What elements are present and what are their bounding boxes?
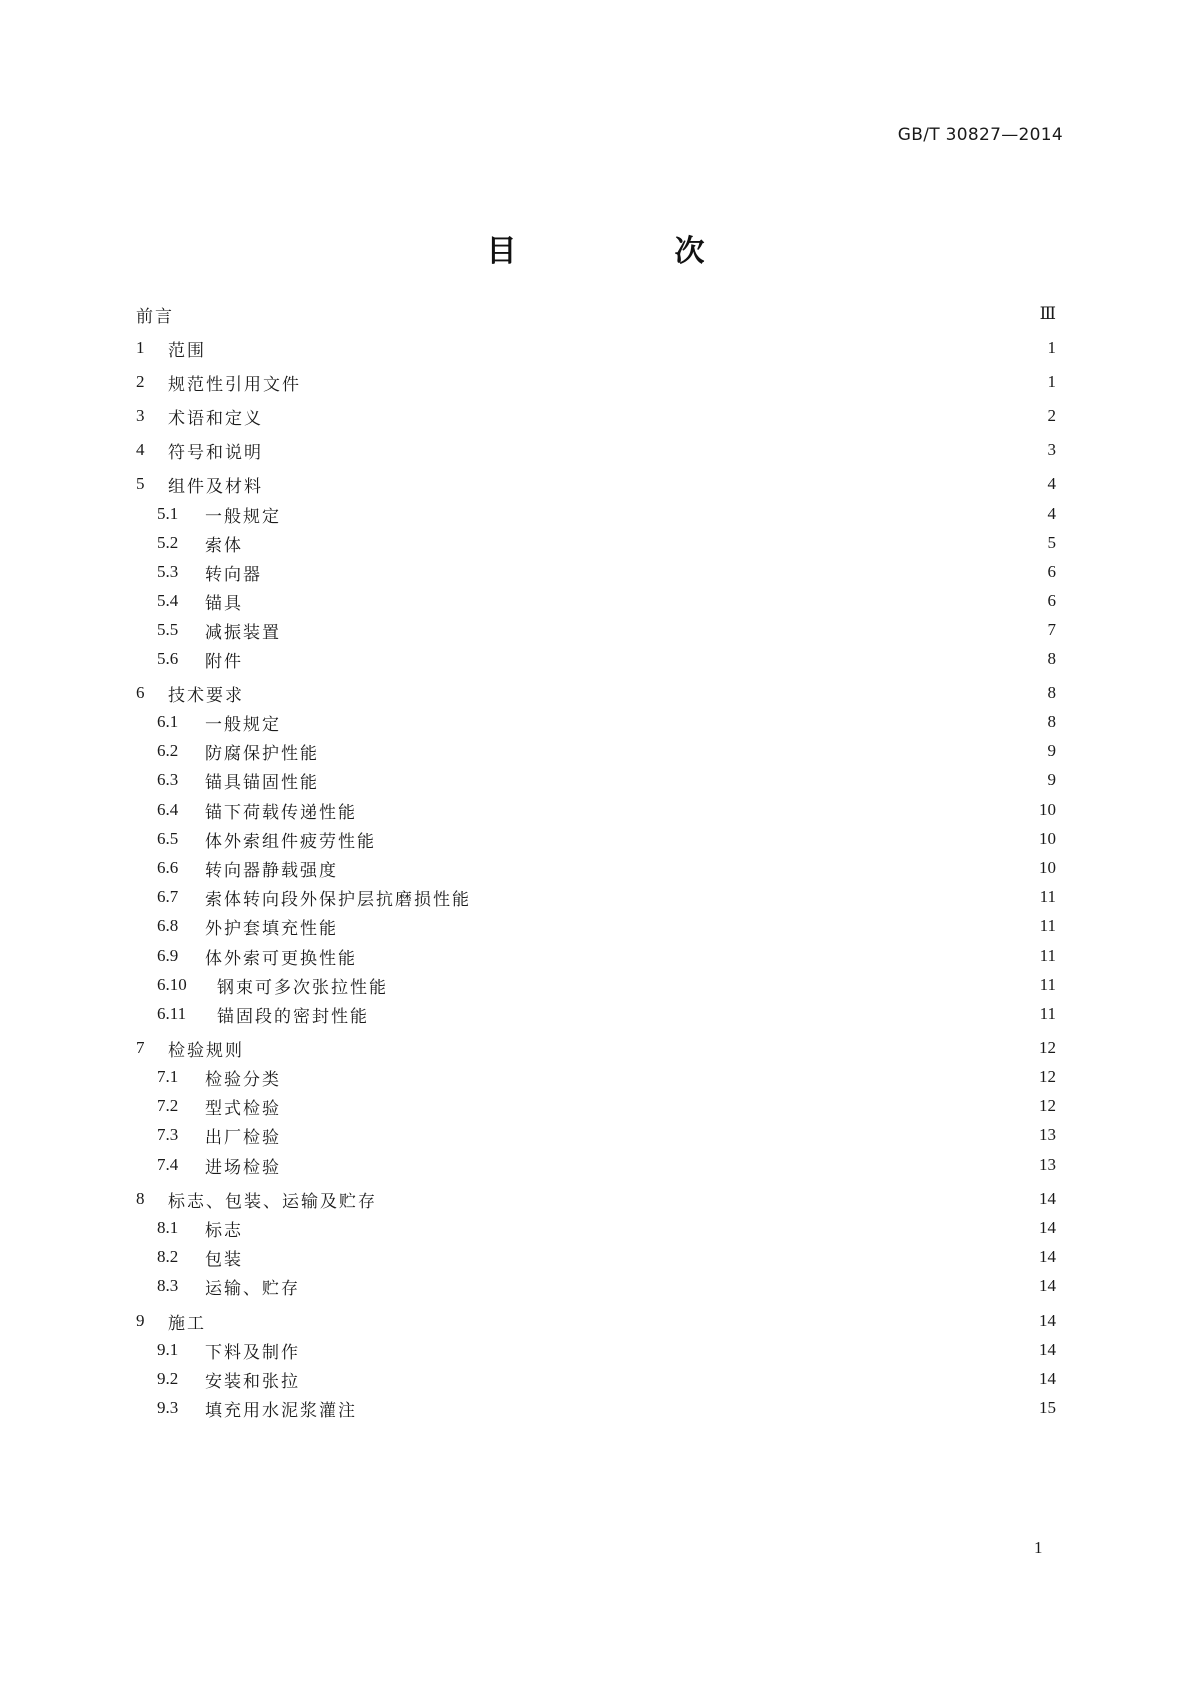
toc-entry-label: 范围 (168, 340, 206, 361)
toc-entry-number: 5.4 (157, 591, 179, 610)
toc-entry[interactable] (136, 403, 1056, 429)
toc-entry-page: 1 (1047, 372, 1056, 391)
toc-entry-label: 减振装置 (205, 622, 281, 643)
toc-entry-number: 8 (136, 1189, 145, 1208)
toc-entry-label: 一般规定 (205, 714, 281, 735)
toc-entry-number: 5 (136, 474, 145, 493)
toc-entry[interactable] (136, 501, 1056, 527)
toc-entry-label: 锚具 (205, 593, 243, 614)
toc-entry-page: 13 (1039, 1155, 1056, 1174)
toc-entry-number: 5.5 (157, 620, 179, 639)
toc-entry[interactable] (136, 1122, 1056, 1148)
toc-entry-page: 8 (1047, 649, 1056, 668)
toc-leader-dots (271, 403, 1036, 429)
toc-entry-page: 11 (1039, 975, 1056, 994)
toc-entry-page: 12 (1039, 1067, 1056, 1086)
toc-leader-dots (251, 530, 1036, 556)
toc-entry-number: 3 (136, 406, 145, 425)
toc-leader-dots (303, 369, 1036, 395)
toc-entry-number: 6.4 (157, 800, 179, 819)
toc-entry[interactable] (136, 767, 1056, 793)
toc-entry-number: 6.8 (157, 916, 179, 935)
toc-leader-dots (289, 1122, 1033, 1148)
toc-entry-page: 14 (1039, 1340, 1056, 1359)
toc-leader-dots (473, 884, 1034, 910)
toc-entry-page: 11 (1039, 916, 1056, 935)
toc-entry[interactable] (136, 617, 1056, 643)
toc-leader-dots (327, 738, 1036, 764)
toc-entry-label: 包装 (205, 1249, 243, 1270)
toc-entry-label: 标志、包装、运输及贮存 (168, 1191, 377, 1212)
toc-entry-number: 7.1 (157, 1067, 179, 1086)
toc-entry-page: 12 (1039, 1038, 1056, 1057)
toc-entry-label: 术语和定义 (168, 408, 263, 429)
toc-leader-dots (340, 913, 1034, 939)
toc-entry-label: 转向器静载强度 (205, 860, 338, 881)
toc-leader-dots (271, 437, 1036, 463)
toc-entry[interactable] (136, 301, 1056, 327)
toc-leader-dots (378, 826, 1033, 852)
toc-entry-number: 8.1 (157, 1218, 179, 1237)
toc-entry-number: 7.2 (157, 1096, 179, 1115)
toc-leader-dots (251, 1215, 1033, 1241)
toc-entry-number: 7.3 (157, 1125, 179, 1144)
toc-entry-page: 9 (1047, 770, 1056, 789)
toc-leader-dots (251, 646, 1036, 672)
toc-leader-dots (251, 1244, 1033, 1270)
toc-entry-number: 7 (136, 1038, 145, 1057)
toc-leader-dots (289, 501, 1036, 527)
toc-entry-page: 14 (1039, 1276, 1056, 1295)
toc-entry-label: 防腐保护性能 (205, 743, 319, 764)
toc-entry-page: 10 (1039, 800, 1056, 819)
toc-entry-number: 5.2 (157, 533, 179, 552)
toc-entry-number: 9.3 (157, 1398, 179, 1417)
page-number: 1 (1034, 1538, 1043, 1557)
toc-entry-number: 1 (136, 338, 145, 357)
toc-leader-dots (214, 335, 1036, 361)
toc-leader-dots (390, 972, 1034, 998)
toc-leader-dots (251, 588, 1036, 614)
toc-entry-number: 2 (136, 372, 145, 391)
toc-entry-label: 附件 (205, 651, 243, 672)
toc-entry-page: 14 (1039, 1247, 1056, 1266)
toc-entry-label: 施工 (168, 1313, 206, 1334)
page-title: 目 次 (486, 234, 769, 269)
toc-leader-dots (289, 617, 1036, 643)
toc-entry-page: 15 (1039, 1398, 1056, 1417)
toc-entry-page: 13 (1039, 1125, 1056, 1144)
toc-leader-dots (252, 680, 1036, 706)
toc-entry[interactable] (136, 884, 1056, 910)
toc-entry-number: 9.2 (157, 1369, 179, 1388)
toc-entry-label: 索体转向段外保护层抗磨损性能 (205, 889, 471, 910)
toc-entry-label: 体外索可更换性能 (205, 948, 357, 969)
toc-entry-label: 转向器 (205, 564, 262, 585)
toc-entry-page: 12 (1039, 1096, 1056, 1115)
toc-entry-page: Ⅲ (1039, 304, 1056, 323)
toc-entry[interactable] (136, 1366, 1056, 1392)
toc-entry[interactable] (136, 1152, 1056, 1178)
toc-entry[interactable] (136, 588, 1056, 614)
toc-entry[interactable] (136, 1395, 1056, 1421)
toc-entry-label: 前言 (136, 306, 174, 327)
toc-entry-number: 8.2 (157, 1247, 179, 1266)
toc-entry-label: 索体 (205, 535, 243, 556)
toc-entry[interactable] (136, 437, 1056, 463)
toc-entry[interactable] (136, 1337, 1056, 1363)
toc-leader-dots (359, 1395, 1033, 1421)
toc-entry-number: 5.1 (157, 504, 179, 523)
toc-leader-dots (371, 1001, 1034, 1027)
toc-entry-page: 14 (1039, 1369, 1056, 1388)
toc-entry-label: 锚具锚固性能 (205, 772, 319, 793)
toc-entry-page: 4 (1047, 504, 1056, 523)
toc-entry-number: 5.6 (157, 649, 179, 668)
toc-entry-label: 规范性引用文件 (168, 374, 301, 395)
toc-entry-page: 10 (1039, 858, 1056, 877)
toc-entry-page: 11 (1039, 946, 1056, 965)
toc-leader-dots (308, 1337, 1033, 1363)
toc-entry-label: 锚下荷载传递性能 (205, 802, 357, 823)
toc-entry-page: 14 (1039, 1218, 1056, 1237)
toc-entry[interactable] (136, 335, 1056, 361)
toc-entry-page: 8 (1047, 712, 1056, 731)
toc-entry[interactable] (136, 855, 1056, 881)
toc-entry-page: 14 (1039, 1311, 1056, 1330)
toc-entry-label: 运输、贮存 (205, 1278, 300, 1299)
toc-entry[interactable] (136, 1186, 1056, 1212)
toc-leader-dots (252, 1035, 1033, 1061)
toc-entry[interactable] (136, 680, 1056, 706)
toc-leader-dots (359, 943, 1034, 969)
toc-leader-dots (327, 767, 1036, 793)
toc-entry[interactable] (136, 1273, 1056, 1299)
toc-entry-page: 14 (1039, 1189, 1056, 1208)
toc-entry[interactable] (136, 1035, 1056, 1061)
toc-entry[interactable] (136, 1215, 1056, 1241)
toc-entry[interactable] (136, 1093, 1056, 1119)
toc-entry-number: 6.11 (157, 1004, 187, 1023)
toc-leader-dots (289, 1152, 1033, 1178)
toc-entry-number: 8.3 (157, 1276, 179, 1295)
toc-entry-label: 外护套填充性能 (205, 918, 338, 939)
toc-entry-label: 标志 (205, 1220, 243, 1241)
toc-entry-page: 6 (1047, 562, 1056, 581)
toc-entry-page: 6 (1047, 591, 1056, 610)
toc-entry[interactable] (136, 1308, 1056, 1334)
toc-entry-label: 体外索组件疲劳性能 (205, 831, 376, 852)
toc-entry[interactable] (136, 1244, 1056, 1270)
toc-entry-label: 型式检验 (205, 1098, 281, 1119)
toc-entry[interactable] (136, 646, 1056, 672)
toc-entry-number: 6.5 (157, 829, 179, 848)
toc-entry-page: 1 (1047, 338, 1056, 357)
toc-entry-label: 检验规则 (168, 1040, 244, 1061)
toc-leader-dots (340, 855, 1033, 881)
toc-entry-number: 7.4 (157, 1155, 179, 1174)
toc-entry[interactable] (136, 943, 1056, 969)
toc-entry-number: 6.1 (157, 712, 179, 731)
toc-entry-page: 11 (1039, 1004, 1056, 1023)
toc-entry-number: 6.2 (157, 741, 179, 760)
toc-entry[interactable] (136, 471, 1056, 497)
toc-entry-label: 组件及材料 (168, 476, 263, 497)
toc-entry-label: 一般规定 (205, 506, 281, 527)
toc-entry[interactable] (136, 826, 1056, 852)
toc-entry-label: 技术要求 (168, 685, 244, 706)
toc-entry[interactable] (136, 1001, 1056, 1027)
toc-leader-dots (308, 1366, 1033, 1392)
toc-entry-label: 出厂检验 (205, 1127, 281, 1148)
toc-entry[interactable] (136, 972, 1056, 998)
toc-entry-number: 6.6 (157, 858, 179, 877)
toc-entry-label: 符号和说明 (168, 442, 263, 463)
toc-entry-page: 7 (1047, 620, 1056, 639)
toc-entry-page: 3 (1047, 440, 1056, 459)
toc-entry-page: 11 (1039, 887, 1056, 906)
toc-entry-page: 4 (1047, 474, 1056, 493)
toc-entry[interactable] (136, 709, 1056, 735)
toc-leader-dots (271, 471, 1036, 497)
toc-entry-label: 进场检验 (205, 1157, 281, 1178)
toc-leader-dots (182, 301, 1034, 327)
toc-entry-label: 检验分类 (205, 1069, 281, 1090)
toc-leader-dots (308, 1273, 1033, 1299)
toc-entry-number: 6.10 (157, 975, 187, 994)
toc-entry-number: 6 (136, 683, 145, 702)
toc-leader-dots (379, 1186, 1033, 1212)
toc-entry-number: 6.9 (157, 946, 179, 965)
toc-entry-label: 钢束可多次张拉性能 (217, 977, 388, 998)
toc-entry[interactable] (136, 797, 1056, 823)
toc-leader-dots (289, 1064, 1033, 1090)
toc-entry-page: 5 (1047, 533, 1056, 552)
toc-leader-dots (289, 709, 1036, 735)
toc-leader-dots (289, 1093, 1033, 1119)
toc-leader-dots (214, 1308, 1033, 1334)
toc-entry[interactable] (136, 559, 1056, 585)
toc-entry[interactable] (136, 369, 1056, 395)
toc-entry-page: 10 (1039, 829, 1056, 848)
toc-leader-dots (359, 797, 1033, 823)
toc-entry[interactable] (136, 1064, 1056, 1090)
toc-entry-number: 9.1 (157, 1340, 179, 1359)
toc-entry-number: 6.3 (157, 770, 179, 789)
toc-entry-page: 8 (1047, 683, 1056, 702)
toc-entry-number: 5.3 (157, 562, 179, 581)
toc-entry[interactable] (136, 738, 1056, 764)
toc-entry-label: 下料及制作 (205, 1342, 300, 1363)
toc-entry-number: 6.7 (157, 887, 179, 906)
toc-entry[interactable] (136, 530, 1056, 556)
toc-entry-label: 锚固段的密封性能 (217, 1006, 369, 1027)
toc-entry-label: 安装和张拉 (205, 1371, 300, 1392)
toc-entry[interactable] (136, 913, 1056, 939)
toc-entry-number: 9 (136, 1311, 145, 1330)
toc-entry-number: 4 (136, 440, 145, 459)
standard-code: GB/T 30827—2014 (897, 125, 1063, 145)
toc-leader-dots (270, 559, 1036, 585)
toc-entry-label: 填充用水泥浆灌注 (205, 1400, 357, 1421)
toc-entry-page: 9 (1047, 741, 1056, 760)
toc-entry-page: 2 (1047, 406, 1056, 425)
